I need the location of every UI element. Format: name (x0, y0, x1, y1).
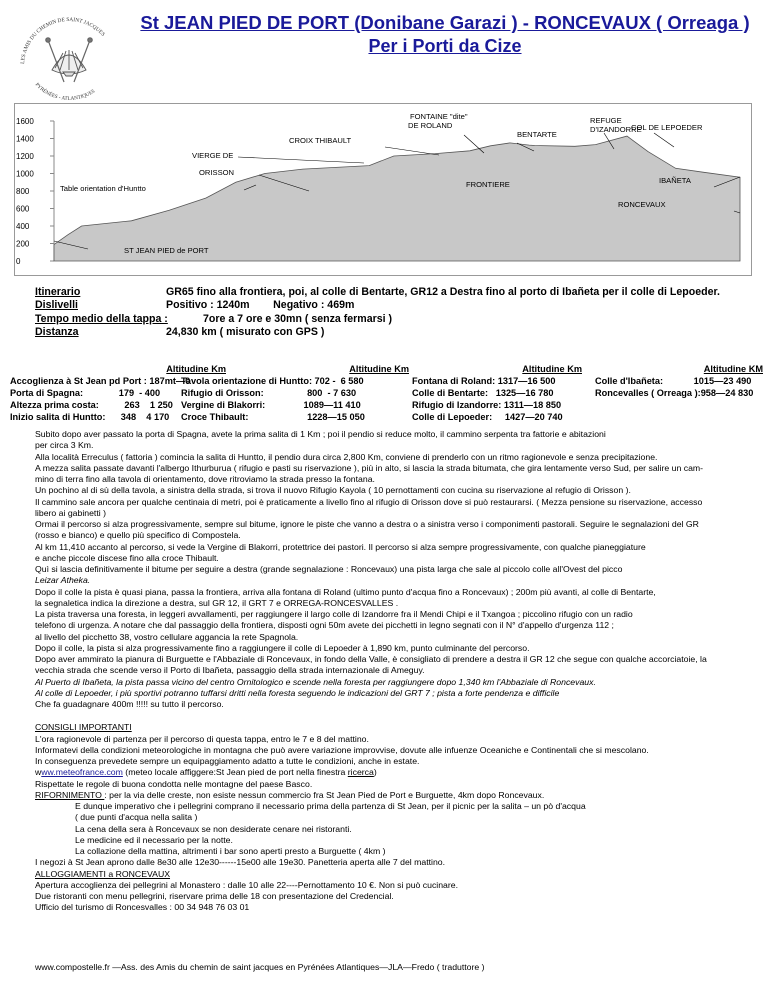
altitude-row: Croce Thibault: 1228—15 050 (181, 411, 365, 422)
dislivelli-value: Positivo : 1240m Negativo : 469m (166, 299, 355, 312)
altitude-row: Tavola orientazione di Huntto: 702 - 6 580 (181, 375, 364, 386)
paragraph: mino di terra fino alla tavola di orientamento, dove ritroviamo la strada presso la fontana. (35, 474, 375, 484)
chart-annotation: VIERGE DE (192, 151, 234, 160)
paragraph: Ufficio del turismo di Roncesvalles : 00 34 948 76 03 01 (35, 902, 250, 913)
y-tick-label: 800 (16, 187, 30, 196)
altitude-row: Rifugio di Orisson: 800 - 7 630 (181, 387, 357, 398)
paragraph: la segnaletica indica la direzione a destra, sul GR 12, il GRT 7 e ORREGA-RONCESVALLES . (35, 597, 399, 608)
tempo-value: 7ore a 7 ore e 30mn ( senza fermarsi ) (203, 312, 393, 325)
paragraph: libero ai gabinetti ) (35, 507, 106, 518)
paragraph: Un pochino al di sù della tavola, a sinistra della strada, si trova il nuovo Rifugio Kayola ( 10 pernottamenti con cucina su riservazione al refugio di Orisson ). (35, 485, 631, 496)
altitude-table-col2 (181, 364, 411, 423)
tempo-label: Tempo medio della tappa : (35, 312, 168, 325)
paragraph: per circa 3 Km. (35, 440, 94, 451)
dislivelli-label: Dislivelli (35, 299, 78, 312)
paragraph: Informatevi della condizioni meteorologiche in montagna che può avere variazione improvvise, dovute alle infuenze Oceaniche e Continentali che si mescolano. (35, 744, 649, 755)
y-tick-label: 600 (16, 204, 30, 214)
altitude-row: Rifugio di Izandorre: 1311—18 850 (412, 399, 562, 410)
logo-text-top: LES AMIS DU CHEMIN DE SAINT JACQUES (20, 16, 106, 65)
paragraph: (rosso e bianco) e quello più specifico di Compostela. (35, 530, 241, 541)
altitude-row: Colle di Lepoeder: 1427—20 740 (412, 411, 563, 422)
y-tick-label: 200 (16, 239, 30, 249)
rifornimento-line (35, 790, 755, 801)
paragraph: Apertura accoglienza dei pellegrini al Monastero : dalle 10 alle 22----Pernottamento 10 €. Non si può cucinare. (35, 879, 459, 890)
distanza-label: Distanza (35, 326, 79, 339)
altitude-row: Porta di Spagna: 179 - 400 (10, 387, 161, 398)
altitude-row: Roncevalles ( Orreaga ):958—24 830 (595, 387, 754, 398)
rifornimento-heading: RIFORNIMENTO (35, 789, 105, 800)
chart-annotation: ST JEAN PIED de PORT (124, 246, 209, 255)
paragraph: Rispettate le regole di buona condotta nelle montagne del paese Basco. (35, 778, 313, 789)
route-description (35, 429, 755, 914)
paragraph: telefono di urgenza. A notare che dal passaggio della frontiera, disposti ogni 50m avete dei picchetti in legno segnati con il N° d'appello d'urgenza 112 ; (35, 620, 614, 631)
paragraph: A mezza salita passate davanti l'albergo Ithurburua ( rifugio e pasti su riservazione ), più in alto, si lascia la strada bitumata, che gira lentamente verso Sud, per salire un cam- (35, 462, 704, 473)
paragraph: Alla località Erreculus ( fattoria ) comincia la salita di Huntto, il pendio dura circa 2,800 Km, conviene di prenderlo con un ritmo ragionevole e senza precipitazione. (35, 451, 658, 462)
paragraph: Dopo il colle la pista è quasi piana, passa la frontiera, arriva alla fontana di Roland (ultimo punto d'acqua fino a Roncevaux) ; 200m più avanti, al colle di Bentarte, (35, 586, 656, 597)
y-tick-label: 400 (16, 222, 30, 231)
chart-annotation: FONTAINE "dite" DE ROLAND (408, 112, 468, 130)
y-tick-label: 0 (16, 257, 21, 266)
text: (meteo locale affiggere:St Jean pied de port nella finestra (122, 767, 348, 778)
text: : per la via delle creste, non esiste nessun commercio fra St Jean Pied de Port e Burguette, 4km dopo Roncevaux. (104, 789, 545, 800)
paragraph: Al Puerto di Ibañeta, la pista passa vicino del centro Ornitologico e scende nella foresta per raggiungere dopo 1,340 km l'Abbaziale di Roncevaux. (35, 676, 596, 687)
paragraph: Al km 11,410 accanto al percorso, si vede la Vergine di Blakorri, protettrice dei pastori. Il percorso si alza sempre progressivamente, con qualche pianeggiature (35, 541, 646, 552)
paragraph: Ormai il percorso si alza progressivamente, sempre sul bitume, ignore le piste che vanno a destra o a sinistra verso i componimenti pastorali. Seguire le segnalazioni del GR (35, 519, 699, 529)
chart-annotation: ORISSON (199, 168, 235, 177)
chart-annotation: Table orientation d'Huntto (60, 184, 146, 193)
altitude-row: Vergine di Blakorri: 1089—11 410 (181, 399, 361, 410)
logo-text-bottom: PYRÉNÉES - ATLANTIQUES (33, 81, 97, 102)
paragraph: I negozi à St Jean aprono dalle 8e30 alle 12e30------15e00 alle 19e30. Panetteria aperta alle 7 del mattino. (35, 857, 446, 868)
chart-annotation: FRONTIERE (466, 180, 510, 189)
altitude-header: Altitudine KM (703, 364, 763, 374)
paragraph: Il cammino sale ancora per qualche centinaia di metri, poi è praticamente a livello fino al rifugio di Orisson dove si può restaurarsi. ( Mezza pensione su riservazione, accesso (35, 496, 703, 507)
altitude-header: Altitudine Km (522, 364, 582, 374)
altitude-header: Altitudine Km (166, 364, 226, 374)
paragraph: La collazione della mattina, altrimenti i bar sono aperti presto a Burguette ( 4km ) (75, 846, 386, 856)
paragraph: al livello del picchetto 38, vostro cellulare aggancia la rete Spagnola. (35, 631, 299, 642)
altitude-row: Colle di Bentarte: 1325—16 780 (412, 387, 554, 398)
paragraph: La pista traversa una foresta, in leggeri avvallamenti, per raggiungere il largo colle di Izandorre fra il Mendi Chipi e il Txangoa ; piccolino rifugio con un radio (35, 609, 633, 619)
svg-text:PYRÉNÉES - ATLANTIQUES (34, 82, 97, 102)
paragraph: ( due punti d'acqua nella salita ) (75, 812, 198, 823)
altitude-row: Accoglienza à St Jean pd Port : 187mt—0 (10, 375, 191, 386)
altitude-table-col3 (412, 364, 592, 423)
chart-annotation: COL DE LEPOEDER (631, 123, 703, 132)
text: ) (373, 767, 377, 778)
chart-annotation: REFUGE D'IZANDORRE (590, 116, 642, 134)
paragraph: Che fa guadagnare 400m !!!!! su tutto il percorso. (35, 699, 224, 709)
paragraph: La cena della sera à Roncevaux se non desiderate cenare nei ristoranti. (75, 823, 352, 834)
y-tick-label: 1000 (16, 169, 34, 179)
y-tick-label: 1200 (16, 152, 34, 161)
text: w (35, 767, 42, 778)
footer-credit: www.compostelle.fr —Ass. des Amis du chemin de saint jacques en Pyrénées Atlantiques—JLA—Fredo ( traduttore ) (35, 962, 485, 972)
paragraph: In conseguenza prevedete sempre un equipaggiamento adatto a tutte le condizioni, anche in estate. (35, 756, 420, 766)
altitude-header: Altitudine Km (349, 364, 409, 374)
itinerario-label: Itinerario (35, 286, 81, 298)
elevation-profile-chart (14, 103, 752, 276)
altitude-row: Altezza prima costa: 263 1 250 (10, 399, 173, 410)
altitude-table-col4 (595, 364, 765, 400)
altitude-row: Inizio salita di Huntto: 348 4 170 (10, 411, 170, 422)
alloggiamenti-heading: ALLOGGIAMENTI a RONCEVAUX (35, 868, 171, 879)
chart-annotation: CROIX THIBAULT (289, 136, 352, 145)
paragraph: vecchia strada che scende verso il Porto di Ibañeta, passaggio della strada internazionale di Ameguy. (35, 665, 425, 676)
paragraph: Le medicine ed il necessario per la notte. (75, 834, 233, 845)
page-title: St JEAN PIED DE PORT (Donibane Garazi ) - RONCEVAUX ( Orreaga ) (140, 12, 750, 33)
paragraph: Dopo il colle, la pista si alza progressivamente fino a raggiungere il colle di Lepoeder à 1,890 km, punto culminante del percorso. (35, 642, 530, 653)
paragraph: Subito dopo aver passato la porta di Spagna, avete la prima salita di 1 Km ; poi il pendio si reduce molto, il cammino serpenta tra fattorie e abitazioni (35, 429, 606, 439)
paragraph: Al colle di Lepoeder, i più sportivi potranno tuffarsi dritti nella foresta seguendo le indicazioni del GRT 7 ; pista a forte pendenza e difficile (35, 687, 560, 698)
ricerca-text: ricerca (347, 767, 374, 778)
paragraph: L'ora ragionevole di partenza per il percorso di questa tappa, entro le 7 e 8 del mattino. (35, 733, 369, 744)
paragraph: Quì si lascia definitivamente il bitume per seguire a destra (grande segnalazione : Roncevaux) una pista larga che sale al piccolo colle all'Ovest del picco (35, 564, 623, 574)
chart-annotation: BENTARTE (517, 130, 557, 139)
consigli-heading: CONSIGLI IMPORTANTI (35, 722, 132, 733)
altitude-row: Colle d'Ibañeta: 1015—23 490 (595, 375, 752, 386)
altitude-row: Fontana di Roland: 1317—16 500 (412, 375, 556, 386)
meteofrance-link[interactable]: ww.meteofrance.com (41, 767, 123, 778)
distanza-value: 24,830 km ( misurato con GPS ) (166, 326, 325, 339)
meteo-line (35, 767, 755, 778)
paragraph: Due ristoranti con menu pellegrini, riservare prima delle 18 con presentazione del Credencial. (35, 891, 394, 901)
chart-annotation: IBAÑETA (659, 176, 691, 185)
chart-annotation: RONCEVAUX (618, 200, 666, 209)
y-tick-label: 1600 (16, 117, 34, 126)
page-subtitle: Per i Porti da Cize (368, 36, 522, 56)
association-logo (8, 10, 130, 106)
itinerario-value: GR65 fino alla frontiera, poi, al colle di Bentarte, GR12 a Destra fino al porto di Ibañeta per il colle di Lepoeder. (166, 286, 720, 298)
paragraph: e anche piccole discese fino alla croce Thibault. (35, 552, 219, 563)
y-tick-label: 1400 (16, 134, 34, 144)
paragraph: E dunque imperativo che i pellegrini comprano il necessario prima della partenza di St Jean, per il picnic per la salita – un pò d'acqua (75, 801, 586, 811)
paragraph: Leizar Atheka. (35, 575, 91, 586)
paragraph: Dopo aver ammirato la pianura di Burguette e l'Abbaziale di Roncevaux, in fondo della Valle, è consigliato di prendere a destra il GR 12 che segue con qualche accorciatoie, la (35, 654, 707, 664)
